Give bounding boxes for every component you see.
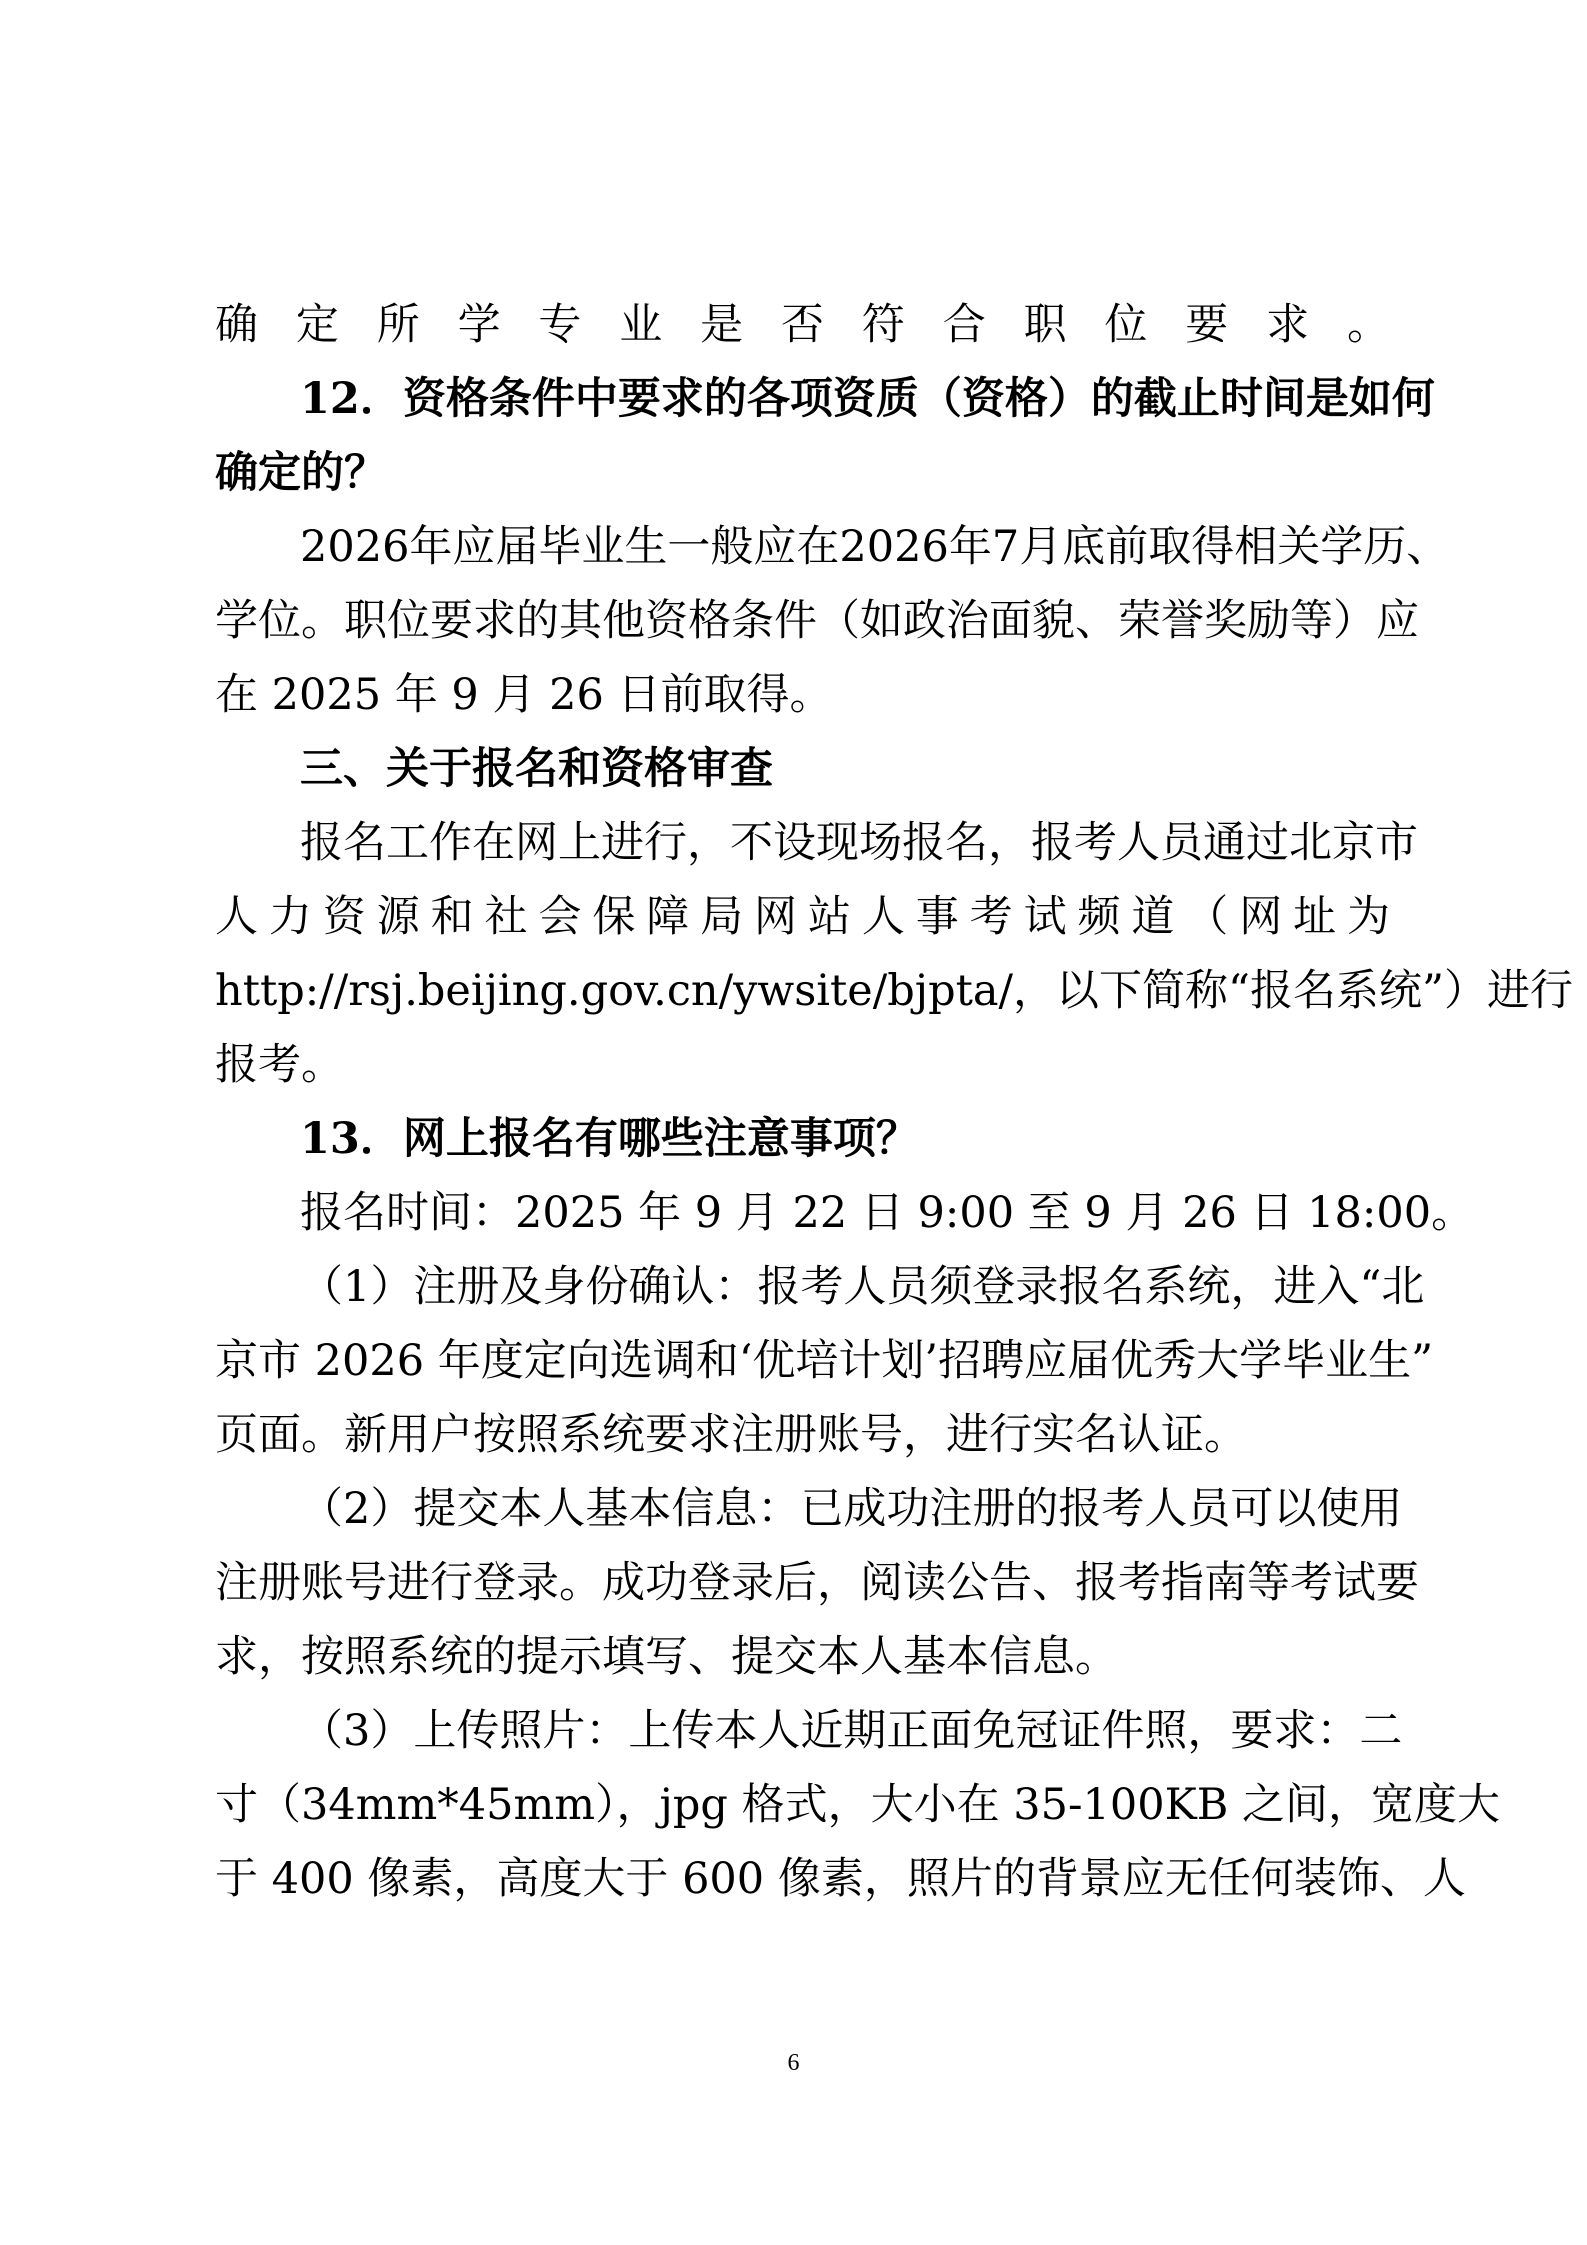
text-line: 报名时间：2025 年 9 月 22 日 9:00 至 9 月 26 日 18:00。	[300, 1188, 1475, 1238]
text-line: 寸（34mm*45mm），jpg 格式，大小在 35-100KB 之间，宽度大	[215, 1780, 1500, 1830]
text-line: （1）注册及身份确认：报考人员须登录报名系统，进入“北	[300, 1262, 1425, 1312]
text-line: 报考。	[215, 1040, 344, 1090]
text-line-url: http://rsj.beijing.gov.cn/ywsite/bjpta/，以下简称“报名系统”）进行	[215, 966, 1573, 1016]
text-line: 人力资源和社会保障局网站人事考试频道（网址为	[215, 892, 1390, 942]
text-line: 注册账号进行登录。成功登录后，阅读公告、报考指南等考试要	[215, 1558, 1419, 1608]
text-line: 报名工作在网上进行，不设现场报名，报考人员通过北京市	[300, 818, 1418, 868]
text-line: 求，按照系统的提示填写、提交本人基本信息。	[215, 1632, 1118, 1682]
text-line: 京市 2026 年度定向选调和‘优培计划’招聘应届优秀大学毕业生”	[215, 1336, 1434, 1386]
text-line: 在 2025 年 9 月 26 日前取得。	[215, 670, 833, 720]
question-heading-12-cont: 确定的？	[215, 448, 387, 498]
text-line: 确定所学专业是否符合职位要求。	[215, 300, 1390, 350]
text-line: 于 400 像素，高度大于 600 像素，照片的背景应无任何装饰、人	[215, 1854, 1466, 1904]
text-line: 页面。新用户按照系统要求注册账号，进行实名认证。	[215, 1410, 1247, 1460]
text-line: 学位。职位要求的其他资格条件（如政治面貌、荣誉奖励等）应	[215, 596, 1419, 646]
text-line: （2）提交本人基本信息：已成功注册的报考人员可以使用	[300, 1484, 1403, 1534]
text-line: （3）上传照片：上传本人近期正面免冠证件照，要求：二	[300, 1706, 1403, 1756]
question-heading-13: 13．网上报名有哪些注意事项？	[300, 1114, 919, 1164]
page-number: 6	[787, 2050, 800, 2076]
section-heading: 三、关于报名和资格审查	[300, 744, 773, 794]
text-line: 2026年应届毕业生一般应在2026年7月底前取得相关学历、	[300, 522, 1450, 572]
question-heading-12: 12．资格条件中要求的各项资质（资格）的截止时间是如何	[300, 374, 1435, 424]
